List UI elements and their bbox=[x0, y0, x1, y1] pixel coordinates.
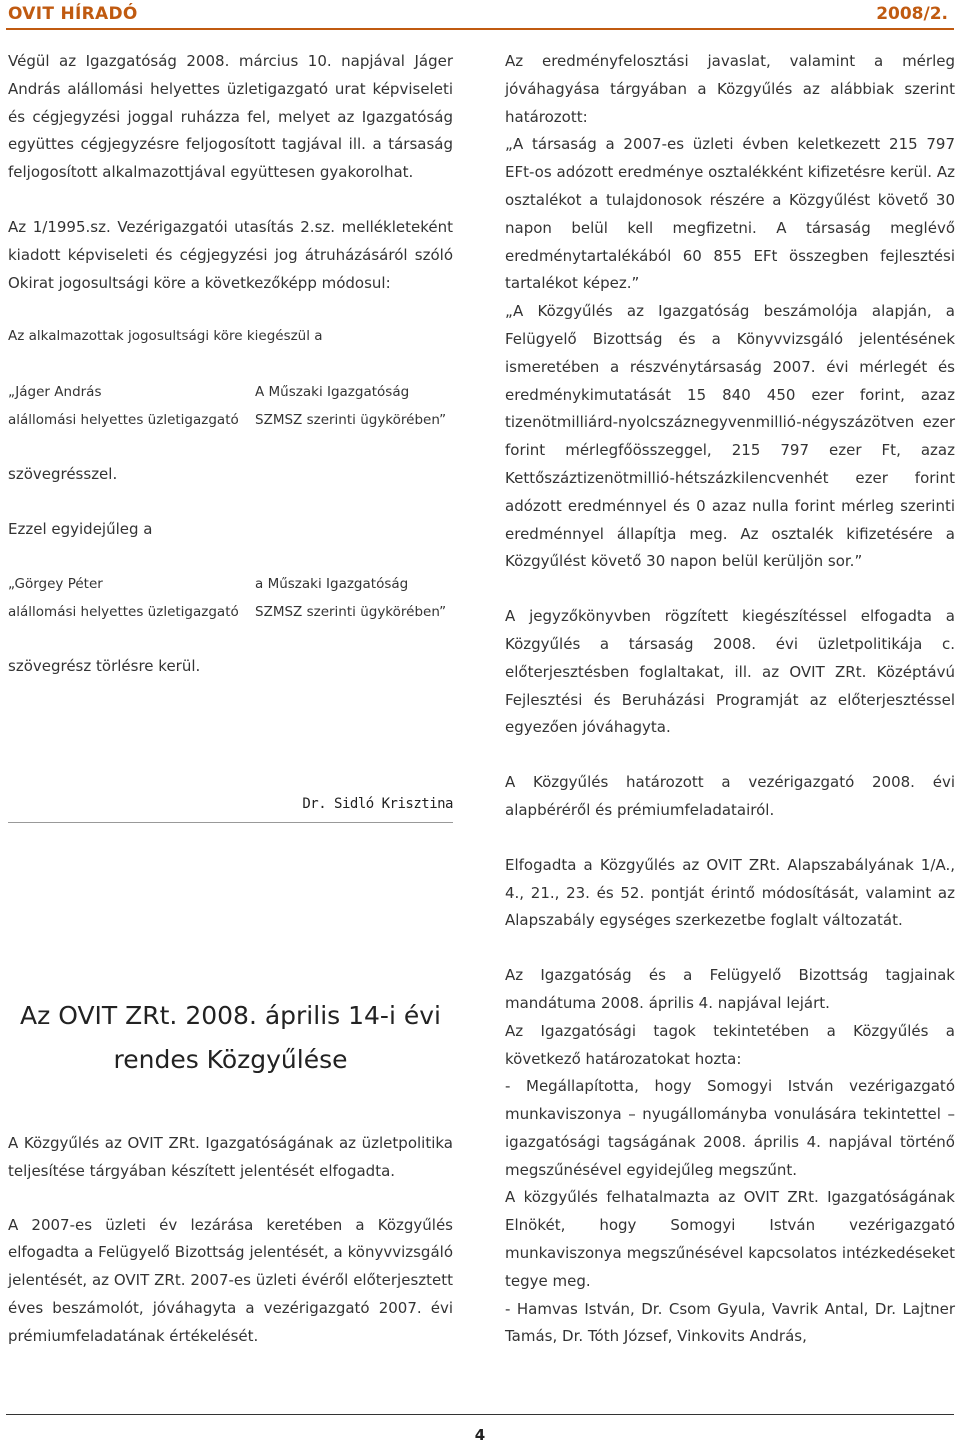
page-header bbox=[0, 0, 960, 30]
issue-number: 2008/2. bbox=[876, 4, 948, 24]
paragraph: Az 1/1995.sz. Vezérigazgatói utasítás 2.sz. mellékleteként kiadott képviseleti és cégjegyzési jog átruházásáról szóló Okirat jogosultsági köre a következőképp módosul: bbox=[8, 217, 453, 292]
employee-title: alállomási helyettes üzletigazgató bbox=[8, 411, 239, 428]
paragraph: „A társaság a 2007-es üzleti évben keletkezett 215 797 EFt-os adózott eredménye osztalékként kifizetésre kerül. Az osztalékot a tulajdonosok részére a Közgyűlést követő 30 napon belül kell megfizetni. A társaság meglévő eredménytartalékából 60 855 EFt összegben fejlesztési tartalékot képez.” bbox=[505, 135, 955, 293]
signature: Dr. Sidló Krisztina bbox=[302, 796, 453, 812]
scope: SZMSZ szerinti ügykörében” bbox=[255, 604, 447, 621]
paragraph: Az alkalmazottak jogosultsági köre kiegészül a bbox=[8, 328, 323, 345]
paragraph: Az eredményfelosztási javaslat, valamint a mérleg jóváhagyása tárgyában a Közgyűlés az alábbiak szerint határozott: bbox=[505, 52, 955, 126]
header-rule bbox=[6, 28, 954, 30]
publication-title: OVIT HÍRADÓ bbox=[8, 4, 138, 24]
paragraph: szövegrész törlésre kerül. bbox=[8, 656, 201, 675]
authority-row bbox=[8, 599, 453, 627]
employee-name: „Görgey Péter bbox=[8, 576, 103, 593]
title-line: rendes Közgyűlése bbox=[113, 1045, 348, 1074]
authority-row bbox=[8, 571, 453, 599]
paragraph: A jegyzőkönyvben rögzített kiegészítéssel elfogadta a Közgyűlés a társaság 2008. évi üzletpolitikája c. előterjesztésben foglaltakat, ill. az OVIT ZRt. Középtávú Fejlesztési és Beruházási Programját az előterjesztéssel egyezően jóváhagyta. bbox=[505, 607, 955, 737]
footer-rule bbox=[6, 1414, 954, 1415]
paragraph: A 2007-es üzleti év lezárása keretében a Közgyűlés elfogadta a Felügyelő Bizottság jelentését, a könyvvizsgáló jelentését, az OVIT ZRt. 2007-es üzleti évéről előterjesztett éves beszámolót, jóváhagyta a vezérigazgató 2007. évi prémiumfeladatának értékelését. bbox=[8, 1215, 453, 1345]
department: A Műszaki Igazgatóság bbox=[255, 384, 410, 401]
lower-left-column bbox=[8, 1130, 453, 1351]
paragraph: A Közgyűlés határozott a vezérigazgató 2008. évi alapbéréről és prémiumfeladatairól. bbox=[505, 773, 955, 819]
paragraph: Ezzel egyidejűleg a bbox=[8, 519, 153, 538]
paragraph: - Megállapította, hogy Somogyi István vezérigazgató munkaviszonya – nyugállományba vonulására tekintettel – igazgatósági tagságának 2008. április 4. napjával történő megszűnésével egyidejűleg megszűnt. bbox=[505, 1077, 955, 1179]
department: a Műszaki Igazgatóság bbox=[255, 576, 409, 593]
right-column bbox=[505, 48, 955, 1351]
paragraph: - Hamvas István, Dr. Csom Gyula, Vavrik Antal, Dr. Lajtner Tamás, Dr. Tóth József, Vinkovits András, bbox=[505, 1299, 955, 1346]
paragraph: Végül az Igazgatóság 2008. március 10. napjával Jáger András alállomási helyettes üzletigazgató urat képviseleti és cégjegyzési joggal ruházza fel, melyet az Igazgatóság együttes cégjegyzésre feljogosított tagjával ill. a társaság feljogosított alkalmazottjával együttesen gyakorolhat. bbox=[8, 52, 453, 182]
title-line: Az OVIT ZRt. 2008. április 14-i évi bbox=[20, 1001, 441, 1030]
paragraph: Elfogadta a Közgyűlés az OVIT ZRt. Alapszabályának 1/A., 4., 21., 23. és 52. pontját érintő módosítását, valamint az Alapszabály egységes szerkezetbe foglalt változatát. bbox=[505, 855, 955, 930]
authority-row bbox=[8, 407, 453, 435]
paragraph: szövegrésszel. bbox=[8, 464, 118, 483]
paragraph: Az Igazgatóság és a Felügyelő Bizottság tagjainak mandátuma 2008. április 4. napjával lejárt. bbox=[505, 966, 955, 1012]
paragraph: A Közgyűlés az OVIT ZRt. Igazgatóságának az üzletpolitika teljesítése tárgyában készített jelentését elfogadta. bbox=[8, 1134, 453, 1180]
signature-rule bbox=[8, 822, 453, 823]
paragraph: A közgyűlés felhatalmazta az OVIT ZRt. Igazgatóságának Elnökét, hogy Somogyi István vezérigazgató munkaviszonya megszűnésével kapcsolatos intézkedéseket tegye meg. bbox=[505, 1188, 955, 1290]
page-number: 4 bbox=[474, 1426, 486, 1444]
authority-row bbox=[8, 379, 453, 407]
article-title bbox=[8, 994, 453, 1082]
employee-title: alállomási helyettes üzletigazgató bbox=[8, 604, 239, 621]
employee-name: „Jáger András bbox=[8, 384, 102, 401]
left-column bbox=[8, 48, 453, 681]
paragraph: „A Közgyűlés az Igazgatóság beszámolója alapján, a Felügyelő Bizottság és a Könyvvizsgáló jelentésének ismeretében a részvénytársaság 2007. évi mérlegét és eredménykimutatását 15 840 450 ezer forint, azaz tizenötmilliárd-nyolcszáznegyvenmillió-négyszázötven ezer forint mérlegfőösszeggel, 215 797 ezer Ft, azaz Kettőszáztizenötmillió-hétszázkilencvenhét ezer forint adózott eredménnyel és 0 azaz nulla forint mérleg szerinti eredménnyel állapítja meg. Az osztalék kifizetésére a Közgyűlést követő 30 napon belül kerüljön sor.” bbox=[505, 302, 955, 571]
scope: SZMSZ szerinti ügykörében” bbox=[255, 411, 447, 428]
paragraph: Az Igazgatósági tagok tekintetében a Közgyűlés a következő határozatokat hozta: bbox=[505, 1021, 955, 1068]
